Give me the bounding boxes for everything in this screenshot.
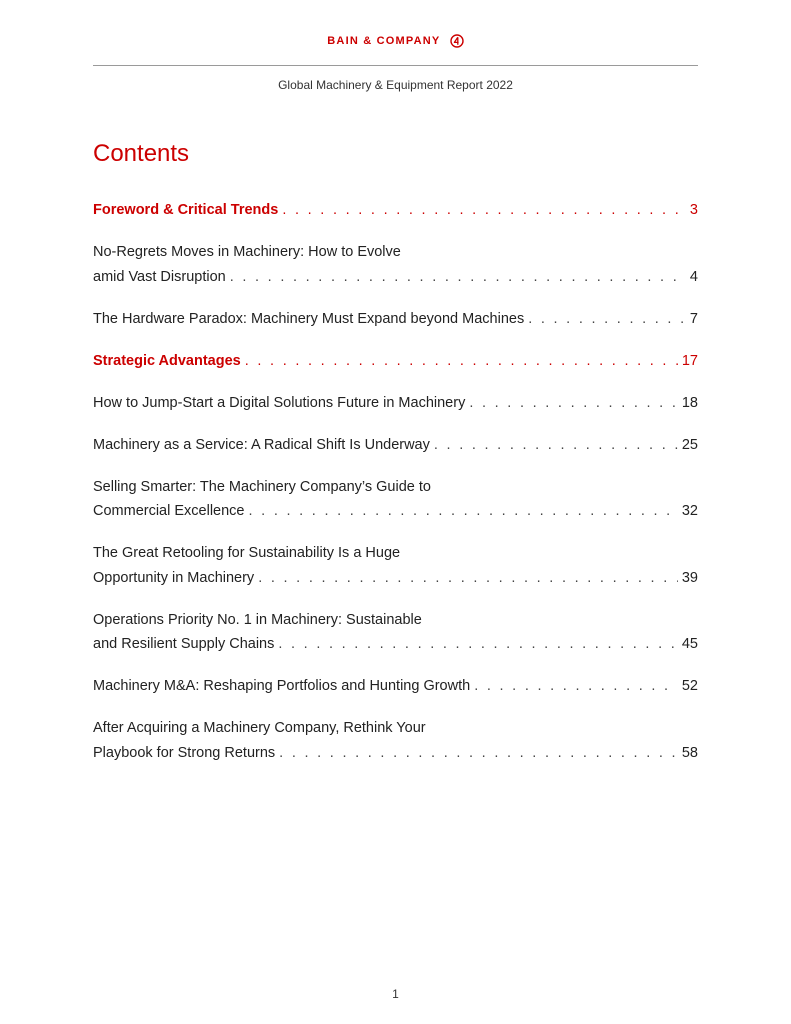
dot-leader — [258, 566, 678, 591]
toc-entry-leader-line — [93, 198, 698, 223]
page-number: 1 — [392, 987, 399, 1001]
toc-entry-title: How to Jump-Start a Digital Solutions Future in Machinery — [93, 394, 466, 411]
toc-entry[interactable] — [93, 716, 698, 765]
toc-entry[interactable] — [93, 391, 698, 416]
toc-entry[interactable] — [93, 475, 698, 524]
toc-entry[interactable] — [93, 608, 698, 657]
toc-section-entry[interactable] — [93, 349, 698, 374]
toc-entry-leader-line — [93, 499, 698, 524]
brand-name: BAIN & COMPANY — [327, 35, 441, 47]
table-of-contents — [93, 198, 698, 783]
toc-entry-title: Foreword & Critical Trends — [93, 202, 279, 218]
toc-entry[interactable] — [93, 674, 698, 699]
toc-entry-title: amid Vast Disruption — [93, 268, 226, 285]
dot-leader — [528, 307, 686, 332]
toc-entry-page-number: 18 — [681, 394, 698, 411]
toc-entry-leader-line — [93, 433, 698, 458]
toc-entry-page-number: 58 — [681, 744, 698, 761]
dot-leader — [469, 391, 678, 416]
toc-entry-leader-line — [93, 349, 698, 374]
toc-entry-page-number: 32 — [681, 503, 698, 519]
toc-entry-page-number: 4 — [689, 268, 698, 285]
toc-entry-leader-line — [93, 391, 698, 416]
toc-entry-leader-line — [93, 566, 698, 591]
toc-entry[interactable] — [93, 541, 698, 590]
header-divider — [93, 65, 698, 66]
dot-leader — [434, 433, 678, 458]
dot-leader — [249, 499, 678, 524]
toc-entry[interactable] — [93, 307, 698, 332]
page-title: Contents — [93, 140, 190, 168]
toc-entry-title: Playbook for Strong Returns — [93, 744, 276, 761]
dot-leader — [245, 349, 678, 374]
toc-entry-title: Machinery M&A: Reshaping Portfolios and Hunting Growth — [93, 678, 471, 694]
toc-entry-title-line1: No-Regrets Moves in Machinery: How to Evolve — [93, 244, 401, 260]
toc-entry-page-number: 17 — [681, 352, 698, 369]
toc-entry-page-number: 39 — [681, 569, 698, 586]
toc-entry-leader-line — [93, 265, 698, 290]
report-title: Global Machinery & Equipment Report 2022 — [278, 78, 513, 92]
toc-entry-page-number: 7 — [689, 310, 698, 327]
toc-entry[interactable] — [93, 433, 698, 458]
toc-entry-title-line1: Selling Smarter: The Machinery Company’s Guide to — [93, 478, 431, 495]
toc-entry-leader-line — [93, 307, 698, 332]
toc-entry-page-number: 52 — [681, 678, 698, 694]
dot-leader — [474, 674, 678, 699]
toc-entry-title-line1: The Great Retooling for Sustainability Is a Huge — [93, 545, 401, 561]
brand-header — [0, 34, 791, 48]
toc-entry-leader-line — [93, 741, 698, 766]
toc-entry-title: The Hardware Paradox: Machinery Must Expand beyond Machines — [93, 310, 525, 327]
toc-entry[interactable] — [93, 240, 698, 289]
dot-leader — [282, 198, 686, 223]
dot-leader — [230, 265, 686, 290]
dot-leader — [279, 741, 678, 766]
toc-entry-page-number: 3 — [689, 202, 698, 218]
toc-section-entry[interactable] — [93, 198, 698, 223]
toc-entry-title: Machinery as a Service: A Radical Shift Is Underway — [93, 436, 430, 453]
toc-entry-title: Commercial Excellence — [93, 503, 245, 519]
dot-leader — [278, 632, 678, 657]
toc-entry-page-number: 25 — [681, 436, 698, 453]
toc-entry-title-line1: Operations Priority No. 1 in Machinery: Sustainable — [93, 611, 422, 628]
toc-entry-title: and Resilient Supply Chains — [93, 636, 275, 652]
toc-entry-title: Strategic Advantages — [93, 352, 241, 369]
toc-entry-title-line1: After Acquiring a Machinery Company, Rethink Your — [93, 720, 426, 736]
toc-entry-title: Opportunity in Machinery — [93, 569, 255, 586]
toc-entry-leader-line — [93, 674, 698, 699]
bain-logo-icon — [450, 34, 464, 48]
toc-entry-page-number: 45 — [681, 636, 698, 652]
toc-entry-leader-line — [93, 632, 698, 657]
